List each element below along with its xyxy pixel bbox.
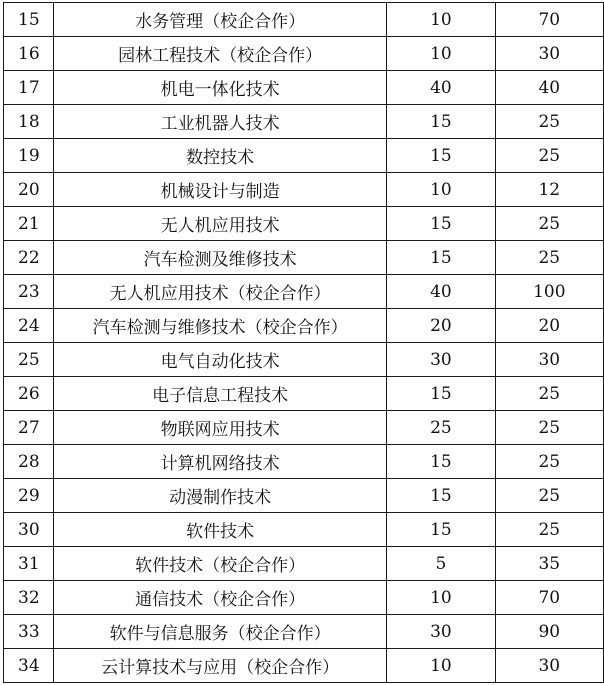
count-a: 15 bbox=[387, 445, 495, 479]
row-number: 24 bbox=[4, 309, 54, 343]
count-b: 25 bbox=[495, 411, 603, 445]
count-a: 15 bbox=[387, 105, 495, 139]
count-b: 40 bbox=[495, 71, 603, 105]
row-number: 20 bbox=[4, 173, 54, 207]
row-number: 27 bbox=[4, 411, 54, 445]
count-b: 12 bbox=[495, 173, 603, 207]
major-name: 电子信息工程技术 bbox=[53, 377, 386, 411]
major-name: 软件技术（校企合作） bbox=[53, 547, 386, 581]
count-a: 10 bbox=[387, 3, 495, 37]
count-a: 40 bbox=[387, 71, 495, 105]
major-name: 机电一体化技术 bbox=[53, 71, 386, 105]
row-number: 29 bbox=[4, 479, 54, 513]
count-a: 10 bbox=[387, 581, 495, 615]
table-row bbox=[4, 3, 604, 37]
row-number: 22 bbox=[4, 241, 54, 275]
count-b: 20 bbox=[495, 309, 603, 343]
row-number: 32 bbox=[4, 581, 54, 615]
count-a: 15 bbox=[387, 207, 495, 241]
table-row bbox=[4, 411, 604, 445]
table-row bbox=[4, 241, 604, 275]
row-number: 19 bbox=[4, 139, 54, 173]
major-name: 汽车检测与维修技术（校企合作） bbox=[53, 309, 386, 343]
count-a: 25 bbox=[387, 411, 495, 445]
count-b: 25 bbox=[495, 377, 603, 411]
table-row bbox=[4, 479, 604, 513]
count-b: 30 bbox=[495, 343, 603, 377]
table-row bbox=[4, 275, 604, 309]
count-a: 5 bbox=[387, 547, 495, 581]
count-b: 25 bbox=[495, 207, 603, 241]
count-a: 20 bbox=[387, 309, 495, 343]
count-a: 10 bbox=[387, 37, 495, 71]
count-a: 15 bbox=[387, 241, 495, 275]
count-b: 25 bbox=[495, 479, 603, 513]
count-b: 25 bbox=[495, 139, 603, 173]
table-row bbox=[4, 139, 604, 173]
row-number: 34 bbox=[4, 649, 54, 683]
count-b: 30 bbox=[495, 649, 603, 683]
row-number: 16 bbox=[4, 37, 54, 71]
major-name: 软件与信息服务（校企合作） bbox=[53, 615, 386, 649]
row-number: 31 bbox=[4, 547, 54, 581]
count-a: 30 bbox=[387, 615, 495, 649]
table-body bbox=[4, 3, 604, 683]
major-name: 电气自动化技术 bbox=[53, 343, 386, 377]
table-row bbox=[4, 513, 604, 547]
row-number: 18 bbox=[4, 105, 54, 139]
major-name: 云计算技术与应用（校企合作） bbox=[53, 649, 386, 683]
table-row bbox=[4, 105, 604, 139]
major-name: 园林工程技术（校企合作） bbox=[53, 37, 386, 71]
major-name: 动漫制作技术 bbox=[53, 479, 386, 513]
count-a: 15 bbox=[387, 377, 495, 411]
table-row bbox=[4, 343, 604, 377]
enrollment-table bbox=[3, 2, 604, 683]
row-number: 17 bbox=[4, 71, 54, 105]
row-number: 26 bbox=[4, 377, 54, 411]
table-row bbox=[4, 445, 604, 479]
table-row bbox=[4, 309, 604, 343]
table-row bbox=[4, 615, 604, 649]
major-name: 汽车检测及维修技术 bbox=[53, 241, 386, 275]
major-name: 无人机应用技术 bbox=[53, 207, 386, 241]
count-b: 30 bbox=[495, 37, 603, 71]
major-name: 软件技术 bbox=[53, 513, 386, 547]
major-name: 物联网应用技术 bbox=[53, 411, 386, 445]
table-row bbox=[4, 173, 604, 207]
count-b: 25 bbox=[495, 513, 603, 547]
row-number: 28 bbox=[4, 445, 54, 479]
count-b: 100 bbox=[495, 275, 603, 309]
count-a: 10 bbox=[387, 649, 495, 683]
row-number: 23 bbox=[4, 275, 54, 309]
row-number: 33 bbox=[4, 615, 54, 649]
count-b: 25 bbox=[495, 241, 603, 275]
count-a: 15 bbox=[387, 513, 495, 547]
major-name: 水务管理（校企合作） bbox=[53, 3, 386, 37]
count-b: 25 bbox=[495, 105, 603, 139]
row-number: 25 bbox=[4, 343, 54, 377]
table-row bbox=[4, 581, 604, 615]
table-row bbox=[4, 547, 604, 581]
major-name: 机械设计与制造 bbox=[53, 173, 386, 207]
count-b: 35 bbox=[495, 547, 603, 581]
count-a: 10 bbox=[387, 173, 495, 207]
count-a: 30 bbox=[387, 343, 495, 377]
table-row bbox=[4, 649, 604, 683]
count-a: 40 bbox=[387, 275, 495, 309]
count-b: 70 bbox=[495, 3, 603, 37]
count-b: 70 bbox=[495, 581, 603, 615]
major-name: 计算机网络技术 bbox=[53, 445, 386, 479]
row-number: 30 bbox=[4, 513, 54, 547]
count-b: 25 bbox=[495, 445, 603, 479]
count-a: 15 bbox=[387, 139, 495, 173]
table-row bbox=[4, 377, 604, 411]
table-row bbox=[4, 37, 604, 71]
major-name: 通信技术（校企合作） bbox=[53, 581, 386, 615]
row-number: 15 bbox=[4, 3, 54, 37]
count-b: 90 bbox=[495, 615, 603, 649]
row-number: 21 bbox=[4, 207, 54, 241]
table-row bbox=[4, 207, 604, 241]
major-name: 无人机应用技术（校企合作） bbox=[53, 275, 386, 309]
table-row bbox=[4, 71, 604, 105]
count-a: 15 bbox=[387, 479, 495, 513]
major-name: 工业机器人技术 bbox=[53, 105, 386, 139]
major-name: 数控技术 bbox=[53, 139, 386, 173]
